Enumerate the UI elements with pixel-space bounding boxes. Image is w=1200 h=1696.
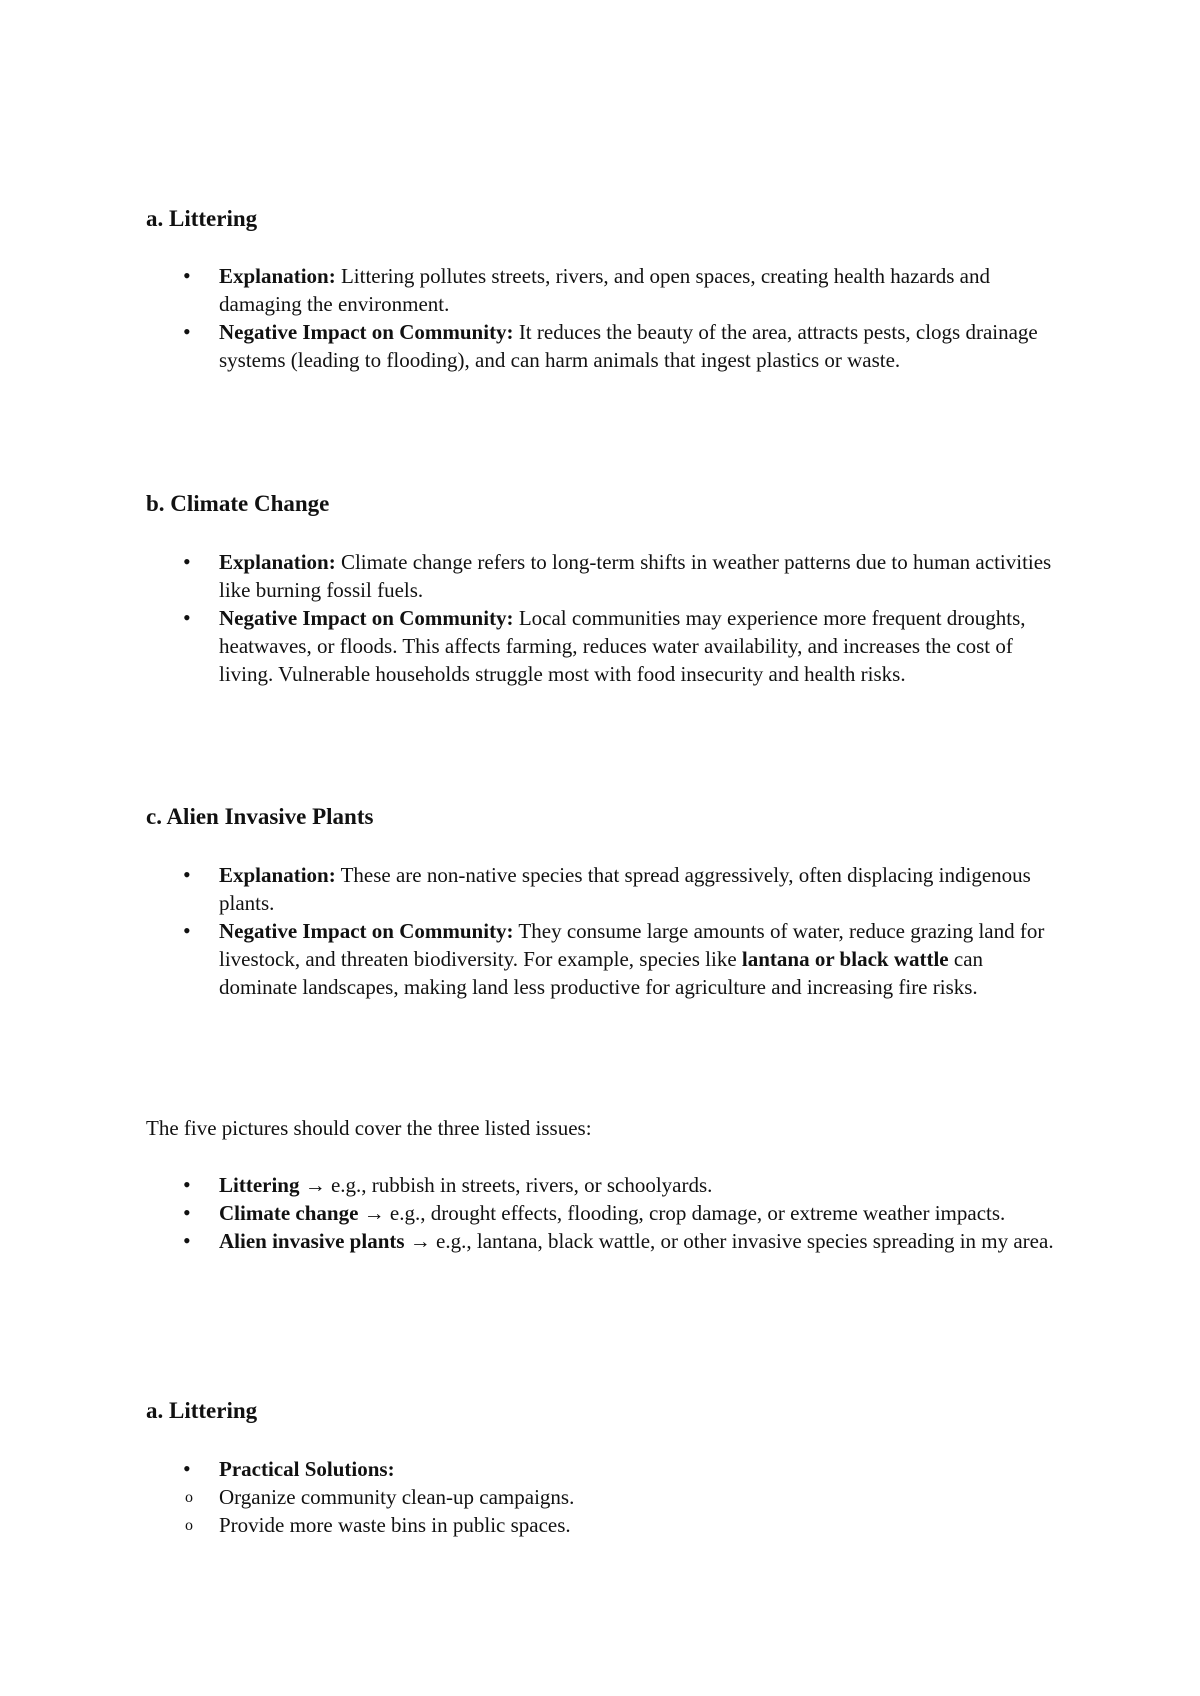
list-item (146, 1455, 1066, 1539)
section-heading-littering: a. Littering (146, 206, 258, 231)
section-heading-alien-invasive-plants: c. Alien Invasive Plants (146, 804, 374, 829)
list-item (146, 861, 1066, 917)
item-label: Littering (219, 1173, 300, 1197)
item-text: They consume large amounts of water, reduce grazing land for livestock, and threaten biodiversity. For example, species like (219, 919, 1045, 971)
item-text: can dominate landscapes, making land less productive for agriculture and increasing fire risks. (219, 947, 984, 999)
list-item (146, 548, 1066, 604)
list-item (146, 262, 1066, 318)
item-label: Explanation: (219, 550, 336, 574)
item-text: Climate change refers to long-term shifts in weather patterns due to human activities like burning fossil fuels. (219, 550, 1052, 602)
item-label: Alien invasive plants (219, 1229, 405, 1253)
item-label: Climate change (219, 1201, 359, 1225)
pictures-list (146, 1171, 1066, 1255)
climate-change-list (146, 548, 1066, 688)
list-item (146, 1199, 1066, 1227)
item-label: Explanation: (219, 264, 336, 288)
item-text: These are non-native species that spread aggressively, often displacing indigenous plants. (219, 863, 1031, 915)
solutions-sublist (219, 1483, 1066, 1539)
list-item (146, 318, 1066, 374)
item-label: Negative Impact on Community: (219, 320, 514, 344)
item-text: → e.g., drought effects, flooding, crop damage, or extreme weather impacts. (358, 1201, 1006, 1225)
pictures-intro: The five pictures should cover the three listed issues: (146, 1116, 592, 1140)
item-label: Explanation: (219, 863, 336, 887)
sub-list-item: o Provide more waste bins in public spaces. (219, 1511, 1066, 1539)
item-label: Negative Impact on Community: (219, 606, 514, 630)
sub-list-item: o Organize community clean-up campaigns. (219, 1483, 1066, 1511)
solutions-label: Practical Solutions: (219, 1457, 395, 1481)
section-heading-climate-change: b. Climate Change (146, 491, 330, 516)
item-text: → e.g., lantana, black wattle, or other invasive species spreading in my area. (404, 1229, 1054, 1253)
list-item (146, 917, 1066, 1001)
list-item (146, 1171, 1066, 1199)
alien-invasive-plants-list (146, 861, 1066, 1001)
item-text: It reduces the beauty of the area, attracts pests, clogs drainage systems (leading to flooding), and can harm animals that ingest plastics or waste. (219, 320, 1038, 372)
littering-list (146, 262, 1066, 374)
solutions-list (146, 1455, 1066, 1539)
list-item (146, 1227, 1066, 1255)
item-text: Littering pollutes streets, rivers, and open spaces, creating health hazards and damaging the environment. (219, 264, 990, 316)
item-bold-inline: lantana or black wattle (741, 947, 949, 971)
item-label: Negative Impact on Community: (219, 919, 514, 943)
list-item (146, 604, 1066, 688)
item-text: Local communities may experience more frequent droughts, heatwaves, or floods. This affects farming, reduces water availability, and increases the cost of living. Vulnerable households struggle most with food insecurity and health risks. (219, 606, 1026, 686)
item-text: → e.g., rubbish in streets, rivers, or schoolyards. (299, 1173, 713, 1197)
solutions-heading-littering: a. Littering (146, 1398, 258, 1423)
